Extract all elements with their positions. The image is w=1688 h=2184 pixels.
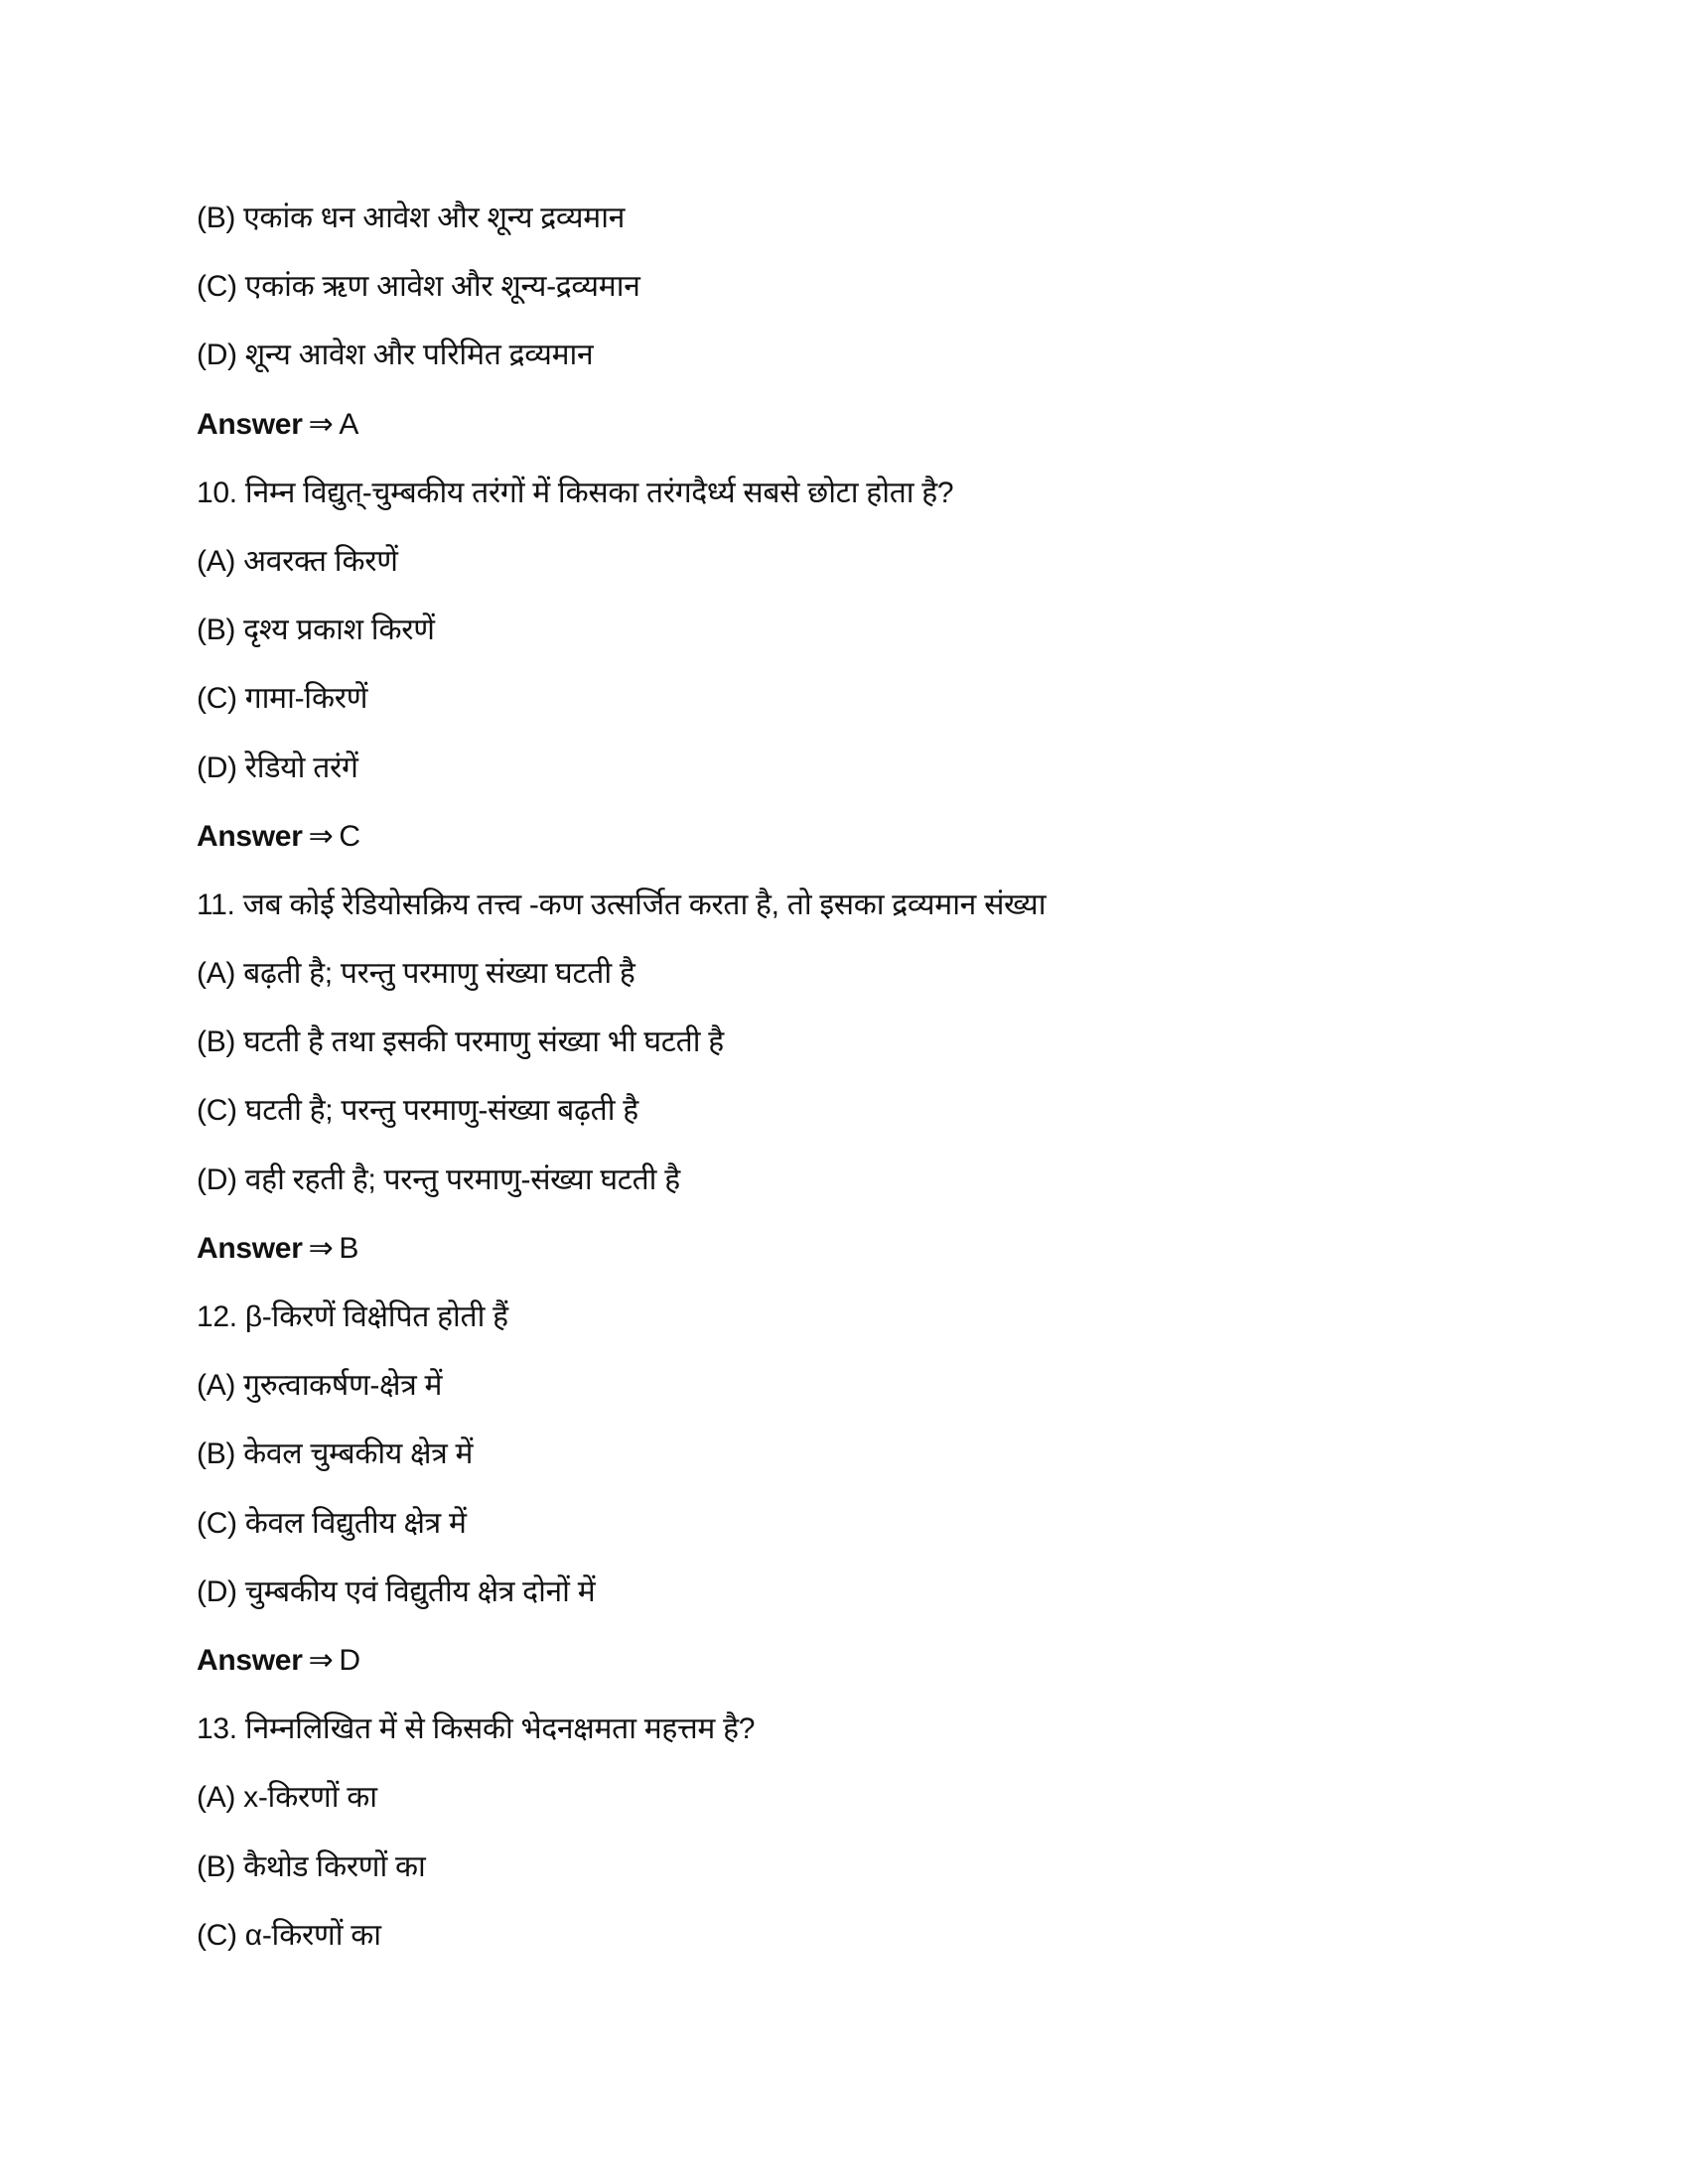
option-label: (B) <box>197 202 236 234</box>
option-text: दृश्य प्रकाश किरणें <box>243 614 435 647</box>
option-label: (D) <box>197 339 237 372</box>
option-text: घटती है; परन्तु परमाणु-संख्या बढ़ती है <box>244 1094 638 1128</box>
option-label: (C) <box>197 682 237 716</box>
answer-label: Answer <box>197 1231 303 1265</box>
option-text: गामा-किरणें <box>244 682 368 716</box>
q12-option-b <box>197 1425 1487 1493</box>
option-label: (A) <box>197 1781 236 1815</box>
q11-option-b <box>197 1013 1487 1081</box>
option-label: (D) <box>197 1162 237 1196</box>
option-label: (B) <box>197 1849 236 1883</box>
option-label: (A) <box>197 1369 236 1403</box>
q11-option-a <box>197 944 1487 1013</box>
implies-arrow-icon: ⇒ <box>308 819 334 853</box>
q9-option-d <box>197 326 1487 394</box>
option-label: (D) <box>197 751 237 784</box>
option-label: (B) <box>197 1025 236 1059</box>
q11-option-c <box>197 1081 1487 1150</box>
document-page <box>197 189 1487 1975</box>
q13-question: 13. निम्नलिखित में से किसकी भेदनक्षमता महत्तम है? <box>197 1712 756 1746</box>
option-text: एकांक ऋण आवेश और शून्य-द्रव्यमान <box>244 270 640 304</box>
q13-option-a <box>197 1768 1487 1837</box>
q13-option-b <box>197 1838 1487 1906</box>
option-text: एकांक धन आवेश और शून्य द्रव्यमान <box>243 202 626 234</box>
option-text: बढ़ती है; परन्तु परमाणु संख्या घटती है <box>243 957 635 991</box>
option-label: (D) <box>197 1574 237 1608</box>
option-label: (C) <box>197 1918 237 1952</box>
answer-value: B <box>339 1231 359 1265</box>
q10-answer <box>197 807 1487 876</box>
option-text: α-किरणों का <box>244 1918 381 1952</box>
q9-answer <box>197 395 1487 464</box>
option-text: x-किरणों का <box>243 1781 377 1815</box>
q11-option-d <box>197 1151 1487 1219</box>
implies-arrow-icon: ⇒ <box>308 1231 334 1265</box>
q10-option-a <box>197 532 1487 601</box>
q12-answer <box>197 1631 1487 1700</box>
q10-option-d <box>197 739 1487 807</box>
q9-option-b <box>197 189 1487 257</box>
option-text: रेडियो तरंगें <box>244 751 358 784</box>
answer-value: D <box>339 1643 360 1677</box>
option-label: (B) <box>197 1437 236 1471</box>
q10-option-b <box>197 601 1487 669</box>
q9-option-c <box>197 257 1487 326</box>
implies-arrow-icon: ⇒ <box>308 407 334 441</box>
option-text: केवल चुम्बकीय क्षेत्र में <box>243 1437 474 1471</box>
option-label: (C) <box>197 270 237 304</box>
option-text: अवरक्त किरणें <box>243 544 398 578</box>
option-label: (C) <box>197 1094 237 1128</box>
answer-label: Answer <box>197 819 303 853</box>
option-label: (C) <box>197 1506 237 1540</box>
answer-label: Answer <box>197 1643 303 1677</box>
answer-label: Answer <box>197 407 303 441</box>
answer-value: A <box>339 407 359 441</box>
option-text: घटती है तथा इसकी परमाणु संख्या भी घटती है <box>243 1025 724 1059</box>
q12-option-a <box>197 1356 1487 1425</box>
q12-option-c <box>197 1494 1487 1563</box>
option-text: चुम्बकीय एवं विद्युतीय क्षेत्र दोनों में <box>244 1574 596 1608</box>
option-text: केवल विद्युतीय क्षेत्र में <box>244 1506 467 1540</box>
q11-question: 11. जब कोई रेडियोसक्रिय तत्त्व -कण उत्सर्जित करता है, तो इसका द्रव्यमान संख्या <box>197 887 1047 921</box>
q12-option-d <box>197 1563 1487 1631</box>
q11-answer <box>197 1219 1487 1288</box>
answer-value: C <box>339 819 360 853</box>
q12-question: 12. β-किरणें विक्षेपित होती हैं <box>197 1300 508 1333</box>
q10-option-c <box>197 669 1487 738</box>
option-text: वही रहती है; परन्तु परमाणु-संख्या घटती है <box>244 1162 680 1196</box>
implies-arrow-icon: ⇒ <box>308 1643 334 1677</box>
option-text: गुरुत्वाकर्षण-क्षेत्र में <box>243 1369 443 1403</box>
option-label: (A) <box>197 544 236 578</box>
q10-question: 10. निम्न विद्युत्-चुम्बकीय तरंगों में किसका तरंगदैर्ध्य सबसे छोटा होता है? <box>197 476 954 509</box>
q13-option-c <box>197 1906 1487 1975</box>
option-text: कैथोड किरणों का <box>243 1849 426 1883</box>
option-label: (A) <box>197 957 236 991</box>
option-label: (B) <box>197 614 236 647</box>
option-text: शून्य आवेश और परिमित द्रव्यमान <box>244 339 594 372</box>
